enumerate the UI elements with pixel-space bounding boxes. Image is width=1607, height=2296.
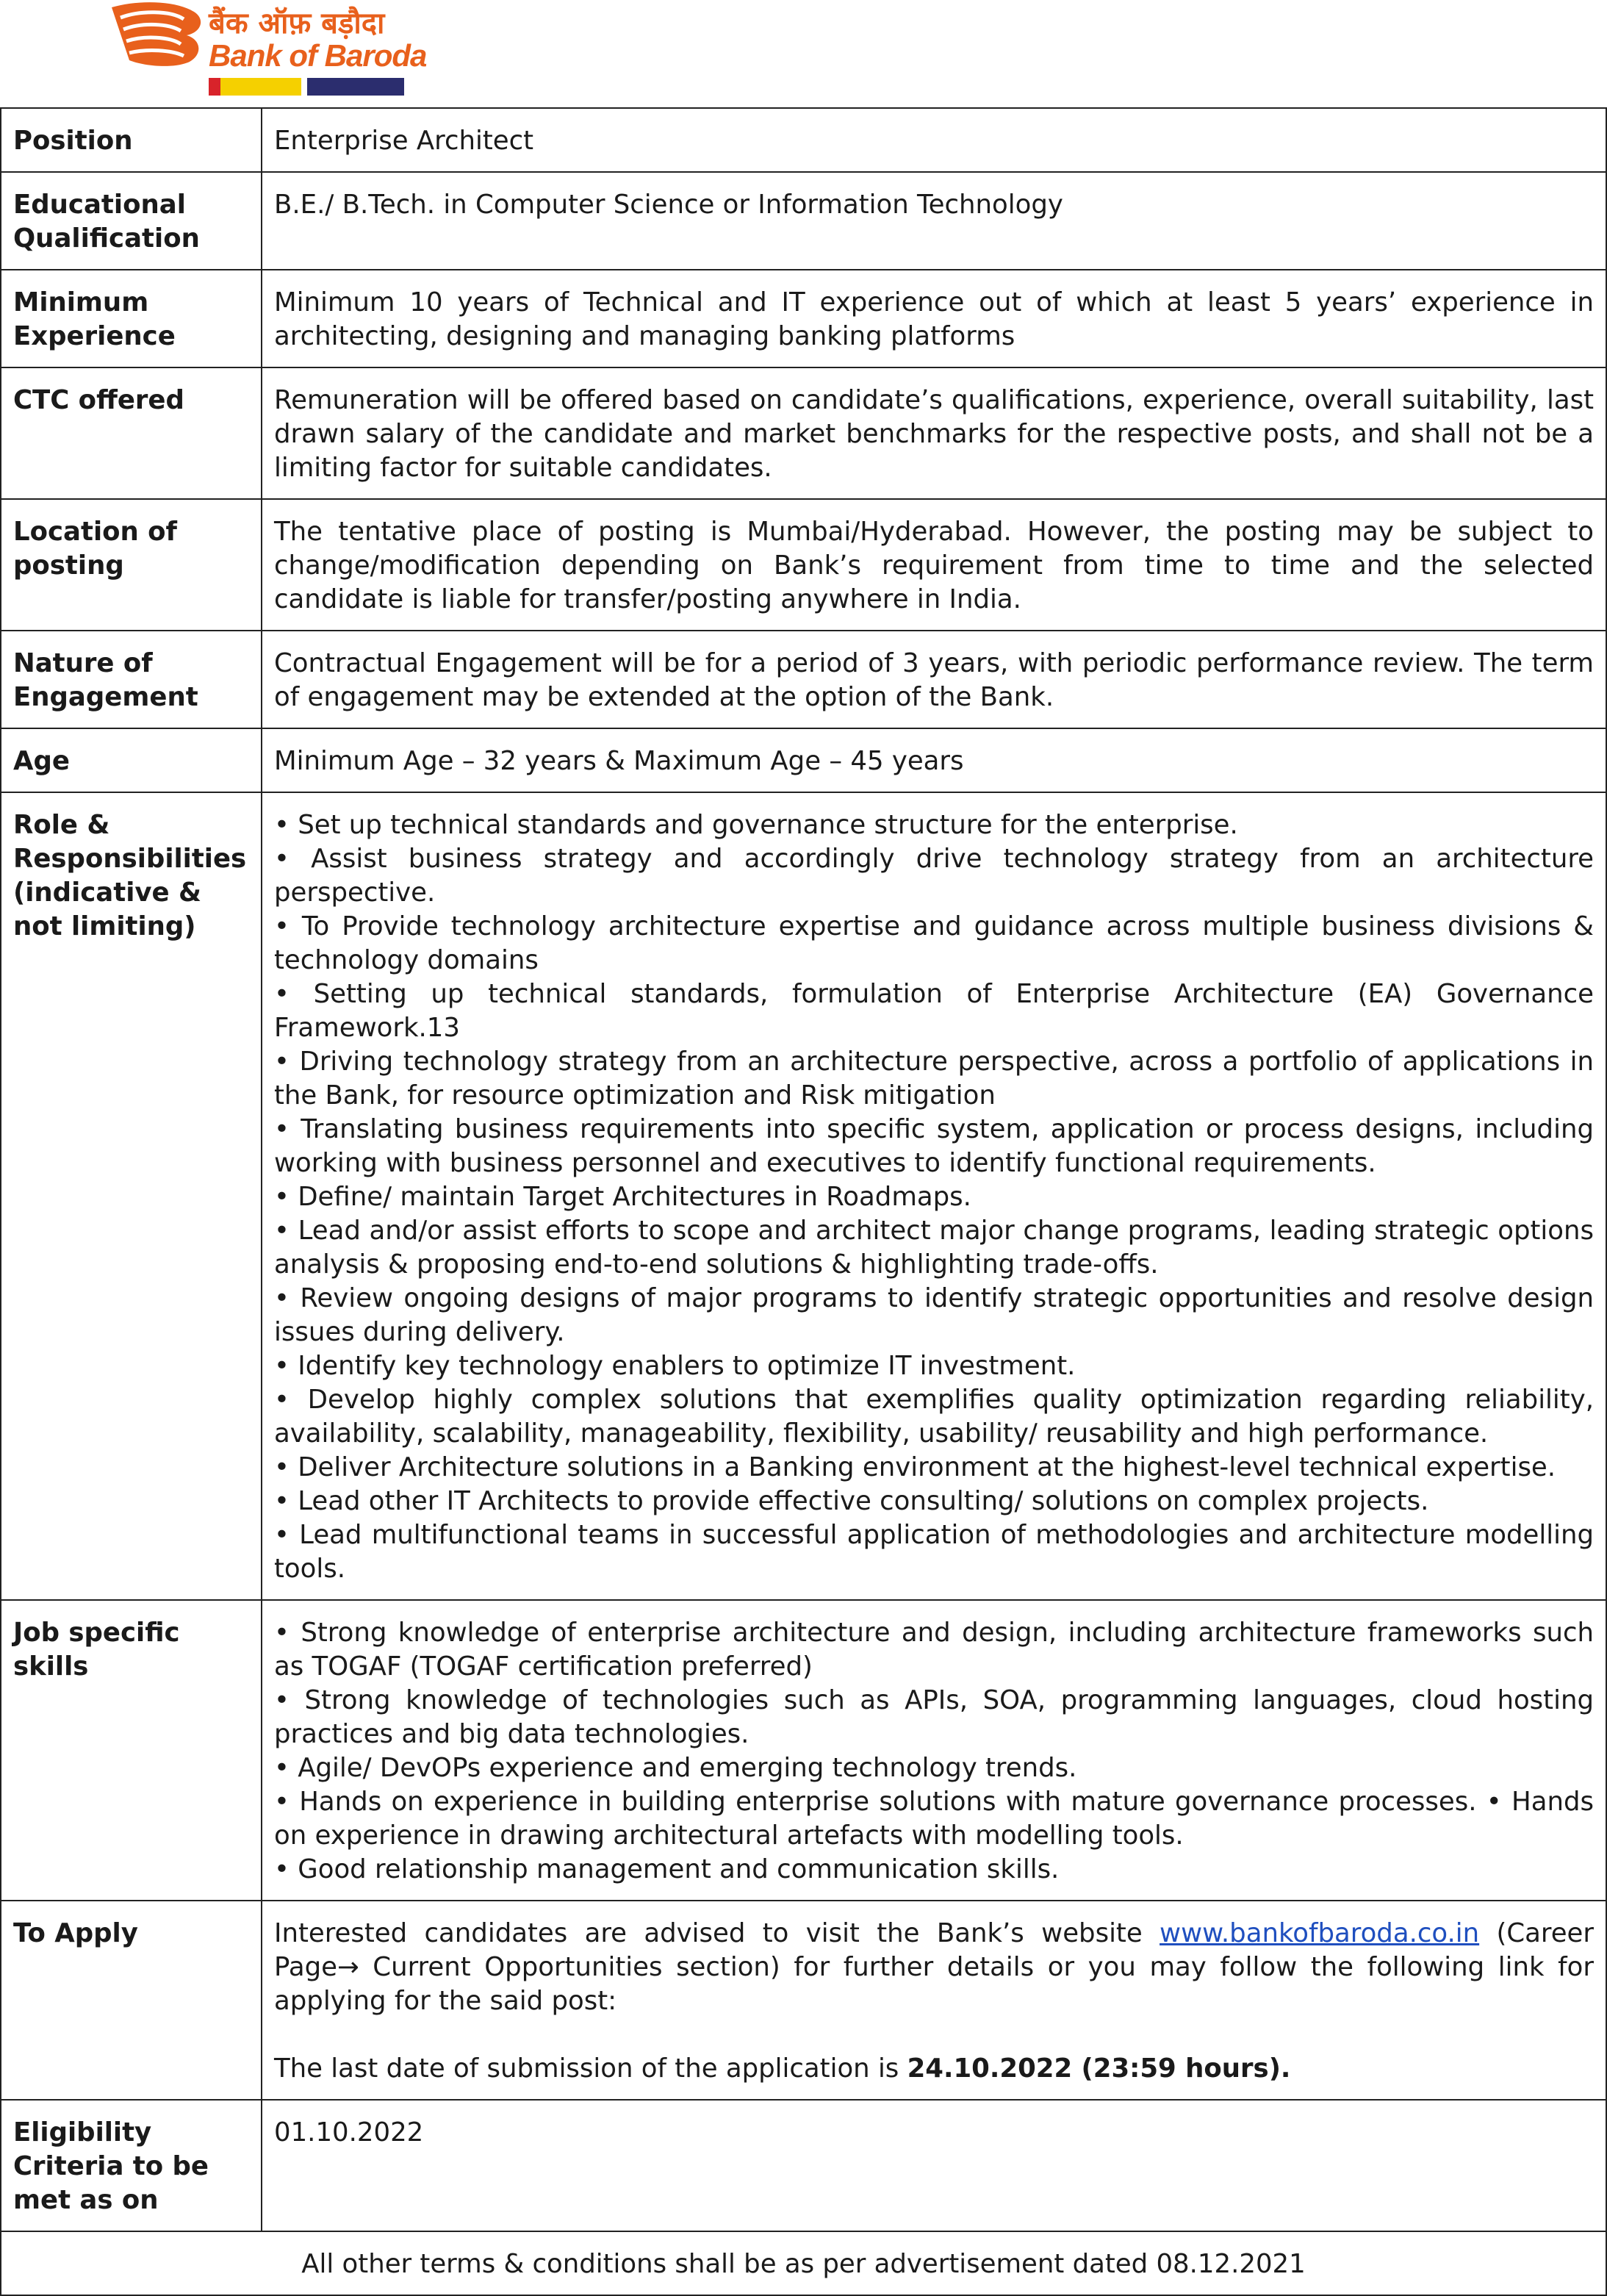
row-apply bbox=[1, 1901, 1606, 2100]
list-item: • Agile/ DevOPs experience and emerging technology trends. bbox=[274, 1753, 1077, 1783]
row-education bbox=[1, 172, 1606, 270]
list-item: • Lead and/or assist efforts to scope and architect major change programs, leading strategic options analysis & proposing end-to-end solutions & highlighting trade-offs. bbox=[274, 1216, 1594, 1280]
label-location: Location of posting bbox=[1, 499, 262, 631]
label-age: Age bbox=[1, 728, 262, 792]
list-item: • Develop highly complex solutions that exemplifies quality optimization regarding reliability, availability, scalability, manageability, flexibility, usability/ reusability and high performance. bbox=[274, 1385, 1594, 1449]
row-footer bbox=[1, 2231, 1606, 2295]
logo-navy-block bbox=[307, 78, 404, 96]
skills-list bbox=[262, 1600, 1606, 1901]
list-item: • Identify key technology enablers to optimize IT investment. bbox=[274, 1351, 1076, 1381]
apply-text-continued: (Career Page→ Current Opportunities section) for further details or you may follow the following link for applying for the said post: bbox=[274, 1918, 1594, 2016]
list-item: • Assist business strategy and accordingly drive technology strategy from an architecture perspective. bbox=[274, 844, 1594, 908]
label-apply: To Apply bbox=[1, 1901, 262, 2100]
list-item: • Set up technical standards and governance structure for the enterprise. bbox=[274, 810, 1238, 840]
list-item: • Driving technology strategy from an architecture perspective, across a portfolio of applications in the Bank, for resource optimization and Risk mitigation bbox=[274, 1047, 1594, 1111]
logo-yellow-block bbox=[220, 78, 301, 96]
value-apply bbox=[262, 1901, 1606, 2100]
list-item: • Review ongoing designs of major programs to identify strategic opportunities and resolve design issues during delivery. bbox=[274, 1283, 1594, 1347]
bank-website-link[interactable]: www.bankofbaroda.co.in bbox=[1160, 1918, 1480, 1948]
value-education: B.E./ B.Tech. in Computer Science or Information Technology bbox=[262, 172, 1606, 270]
list-item: • Deliver Architecture solutions in a Banking environment at the highest-level technical expertise. bbox=[274, 1452, 1556, 1482]
value-age: Minimum Age – 32 years & Maximum Age – 45 years bbox=[262, 728, 1606, 792]
responsibilities-list bbox=[262, 792, 1606, 1600]
row-ctc bbox=[1, 367, 1606, 499]
list-item: • Lead other IT Architects to provide effective consulting/ solutions on complex projects. bbox=[274, 1486, 1429, 1516]
row-skills bbox=[1, 1600, 1606, 1901]
job-details-table bbox=[0, 107, 1607, 2296]
row-location bbox=[1, 499, 1606, 631]
value-engagement: Contractual Engagement will be for a period of 3 years, with periodic performance review. The term of engagement may be extended at the option of the Bank. bbox=[262, 631, 1606, 728]
label-skills: Job specific skills bbox=[1, 1600, 262, 1901]
brand-name-english: Bank of Baroda bbox=[209, 38, 427, 73]
footer-note: All other terms & conditions shall be as per advertisement dated 08.12.2021 bbox=[1, 2231, 1606, 2295]
list-item: • To Provide technology architecture expertise and guidance across multiple business divisions & technology domains bbox=[274, 911, 1594, 975]
label-experience: Minimum Experience bbox=[1, 270, 262, 367]
label-ctc: CTC offered bbox=[1, 367, 262, 499]
list-item: • Define/ maintain Target Architectures in Roadmaps. bbox=[274, 1182, 971, 1212]
last-date-value: 24.10.2022 (23:59 hours). bbox=[907, 2053, 1291, 2084]
value-eligibility: 01.10.2022 bbox=[262, 2100, 1606, 2231]
list-item: • Lead multifunctional teams in successful application of methodologies and architecture modelling tools. bbox=[274, 1520, 1594, 1584]
list-item: • Translating business requirements into specific system, application or process designs, including working with business personnel and executives to identify functional requirements. bbox=[274, 1114, 1594, 1178]
value-position: Enterprise Architect bbox=[262, 108, 1606, 172]
list-item: • Strong knowledge of technologies such as APIs, SOA, programming languages, cloud hosting practices and big data technologies. bbox=[274, 1685, 1594, 1749]
apply-text: Interested candidates are advised to visit the Bank’s website bbox=[274, 1918, 1160, 1948]
value-ctc: Remuneration will be offered based on candidate’s qualifications, experience, overall suitability, last drawn salary of the candidate and market benchmarks for the respective posts, and shall not be a limiting factor for suitable candidates. bbox=[262, 367, 1606, 499]
label-responsibilities: Role & Responsibilities (indicative & not limiting) bbox=[1, 792, 262, 1600]
logo-red-block bbox=[209, 78, 220, 96]
row-experience bbox=[1, 270, 1606, 367]
row-age bbox=[1, 728, 1606, 792]
list-item: • Strong knowledge of enterprise architecture and design, including architecture frameworks such as TOGAF (TOGAF certification preferred) bbox=[274, 1618, 1594, 1682]
row-eligibility bbox=[1, 2100, 1606, 2231]
last-date-text: The last date of submission of the application is bbox=[274, 2053, 907, 2084]
brand-name-hindi: बैंक ऑफ़ बड़ौदा bbox=[209, 7, 385, 40]
row-position bbox=[1, 108, 1606, 172]
list-item: • Setting up technical standards, formulation of Enterprise Architecture (EA) Governance Framework.13 bbox=[274, 979, 1594, 1043]
label-eligibility: Eligibility Criteria to be met as on bbox=[1, 2100, 262, 2231]
value-location: The tentative place of posting is Mumbai/Hyderabad. However, the posting may be subject to change/modification depending on Bank’s requirement from time to time and the selected candidate is liable for transfer/posting anywhere in India. bbox=[262, 499, 1606, 631]
baroda-sun-icon bbox=[107, 0, 206, 66]
value-experience: Minimum 10 years of Technical and IT experience out of which at least 5 years’ experience in architecting, designing and managing banking platforms bbox=[262, 270, 1606, 367]
bank-logo bbox=[107, 0, 427, 98]
list-item: • Good relationship management and communication skills. bbox=[274, 1854, 1060, 1884]
spacer bbox=[274, 2018, 1594, 2052]
label-engagement: Nature of Engagement bbox=[1, 631, 262, 728]
row-engagement bbox=[1, 631, 1606, 728]
row-responsibilities bbox=[1, 792, 1606, 1600]
label-position: Position bbox=[1, 108, 262, 172]
label-education: Educational Qualification bbox=[1, 172, 262, 270]
list-item: • Hands on experience in building enterprise solutions with mature governance processes. • Hands on experience in drawing architectural artefacts with modelling tools. bbox=[274, 1787, 1594, 1851]
